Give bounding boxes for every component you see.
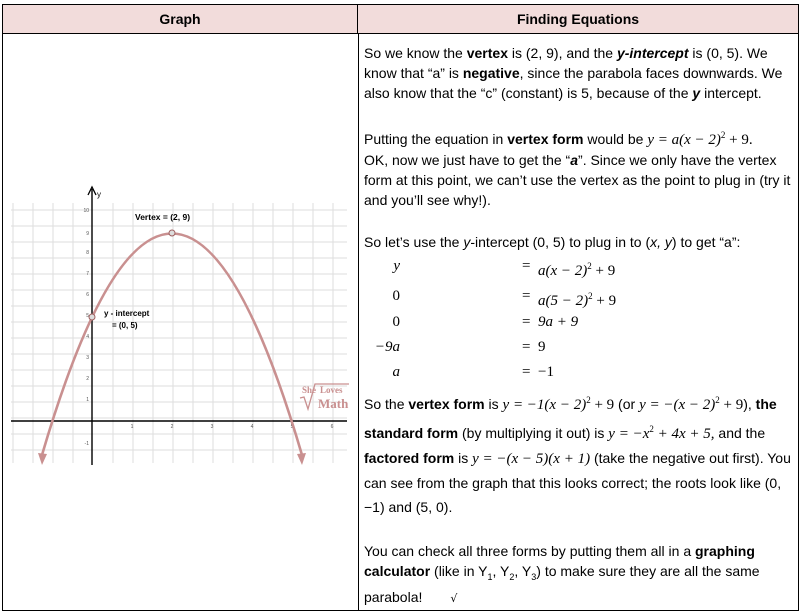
math-run: y = −(x − 2) <box>639 397 716 413</box>
y-tick-label: 2 <box>86 376 89 382</box>
intercept-label-line1: y - intercept <box>104 309 150 318</box>
text-run: (like in Y <box>430 563 488 579</box>
math-run: + 9 <box>719 397 744 413</box>
equals-sign: = <box>522 314 531 330</box>
term-vertex-form: vertex form <box>507 131 584 147</box>
term-y: y <box>463 234 471 250</box>
text-run: , since the parabola faces downwards. We also know that the “c” (constant) is 5, because of the <box>364 65 783 101</box>
term-standard-form: the standard form <box>364 396 777 441</box>
paragraph-forms <box>364 388 796 519</box>
logo-she: She <box>302 385 317 395</box>
term-xy: x, y <box>650 234 672 250</box>
equals-sign: = <box>522 288 531 304</box>
math-run: + 9. <box>725 132 753 148</box>
solving-steps <box>364 254 796 384</box>
paragraph-vertex-form <box>364 125 796 210</box>
math-run: + 4x + 5, <box>653 426 715 442</box>
text-run: is <box>454 450 473 466</box>
term-vertex-form: vertex form <box>408 396 485 412</box>
x-tick-labels <box>131 424 334 430</box>
y-axis-label: y <box>97 190 101 199</box>
factored-form-equation <box>472 451 590 467</box>
y-tick-label: 6 <box>86 292 89 298</box>
x-tick-label: 2 <box>170 424 174 430</box>
text-run: You can check all three forms by putting them all in a <box>364 543 695 559</box>
logo-math: Math <box>318 396 349 411</box>
math-run: a(x − 2) <box>538 263 588 279</box>
x-tick-label: 5 <box>290 424 294 430</box>
step-lhs: 0 <box>392 314 400 330</box>
term-y: y <box>692 85 701 101</box>
equals-sign: = <box>522 258 531 274</box>
term-vertex: vertex <box>466 45 508 61</box>
text-run: is (2, 9), and the <box>508 45 617 61</box>
x-tick-label: 4 <box>250 424 254 430</box>
y-intercept-point <box>89 314 95 320</box>
exponent: 2 <box>715 395 720 405</box>
text-run: (take the negative out first). You can see from the graph that this looks correct; the roots look like (0, −1) and (5, 0). <box>364 450 791 515</box>
grid-lines <box>11 203 347 463</box>
math-run: + 9 <box>592 293 617 309</box>
term-y-intercept: y-intercept <box>616 45 689 61</box>
y-tick-label: 10 <box>83 208 89 214</box>
equals-sign: = <box>522 339 531 355</box>
intercept-label-line2: = (0, 5) <box>112 321 138 330</box>
subscript: 1 <box>487 571 493 582</box>
equals-sign: = <box>522 364 531 380</box>
graph-column-header: Graph <box>3 5 358 34</box>
parabola-curve <box>42 234 302 456</box>
vertex-form-equation <box>647 132 752 148</box>
text-run: -intercept (0, 5) to plug in to ( <box>470 234 651 250</box>
text-run: OK, now we just have to get the “ <box>364 152 571 168</box>
math-run: y = −x <box>608 426 650 442</box>
math-run: −1 <box>538 364 554 380</box>
y-tick-label: 5 <box>86 313 89 319</box>
text-run: would be <box>583 131 648 147</box>
term-graphing-calculator: graphing calculator <box>364 543 755 579</box>
text-run: (by multiplying it out) is <box>458 425 609 441</box>
x-tick-label: 6 <box>330 424 334 430</box>
standard-form-equation <box>608 426 714 442</box>
text-run: is (0, 5). We know that “a” is <box>364 45 768 81</box>
text-run: ) to get “a”: <box>671 234 741 250</box>
parabola-graph <box>9 183 349 468</box>
exponent: 2 <box>720 130 726 140</box>
y-tick-label: 7 <box>86 271 89 277</box>
term-a: a <box>570 152 579 168</box>
exponent: 2 <box>588 291 593 301</box>
x-tick-label: 1 <box>130 424 134 430</box>
math-run: a(5 − 2) <box>538 293 589 309</box>
math-run: 9a + 9 <box>538 314 579 330</box>
step-lhs: y <box>393 258 400 274</box>
right-arrowhead <box>297 453 306 465</box>
y-tick-label: -1 <box>84 441 89 447</box>
step-lhs: 0 <box>392 288 400 304</box>
exponent: 2 <box>649 424 654 434</box>
text-run: Putting the equation in <box>364 131 508 147</box>
text-run: So we know the <box>364 45 467 61</box>
logo-loves: Loves <box>320 385 343 395</box>
vertex-form-alt <box>639 397 743 413</box>
text-run: ) to make sure they are all the same parabola! <box>364 563 760 605</box>
step-rhs <box>538 256 615 281</box>
exponent: 2 <box>586 395 591 405</box>
math-run: + 9 <box>591 263 616 279</box>
paragraph-plug-in <box>364 232 796 252</box>
text-run: , Y <box>514 563 532 579</box>
step-rhs <box>538 337 546 357</box>
step-rhs <box>538 362 554 382</box>
text-run: ), <box>743 396 756 412</box>
subscript: 2 <box>509 571 515 582</box>
math-run: + 9 <box>590 397 615 413</box>
y-tick-label: 9 <box>86 231 89 237</box>
vertex-form-answer <box>503 397 615 413</box>
explanation-text <box>364 43 796 609</box>
check-mark: √ <box>450 591 458 605</box>
text-run: So the <box>364 396 409 412</box>
equation-table <box>2 4 799 611</box>
paragraph-calculator <box>364 541 796 609</box>
step-lhs: −9a <box>374 339 400 355</box>
text-run: ”. Since we only have the vertex form at this point, we can’t use the vertex as the point to plug in (try it and you’ll see why!). <box>364 152 791 208</box>
math-run: y = −1(x − 2) <box>502 397 587 413</box>
step-rhs <box>538 312 578 332</box>
y-tick-label: 4 <box>86 334 89 340</box>
y-tick-label: 8 <box>86 250 89 256</box>
she-loves-math-logo <box>300 384 349 411</box>
left-arrowhead <box>38 453 47 465</box>
text-run: intercept. <box>700 85 762 101</box>
step-lhs: a <box>392 364 400 380</box>
vertex-point <box>169 230 175 236</box>
x-tick-label: 3 <box>210 424 214 430</box>
text-run: , Y <box>492 563 510 579</box>
y-tick-label: 3 <box>86 355 89 361</box>
equations-column-header: Finding Equations <box>358 5 798 34</box>
subscript: 3 <box>531 571 537 582</box>
text-run: is <box>484 396 503 412</box>
term-factored-form: factored form <box>364 450 455 466</box>
term-negative: negative <box>462 65 520 81</box>
y-tick-label: 1 <box>86 397 89 403</box>
math-run: y = a(x − 2) <box>647 132 721 148</box>
step-rhs <box>538 286 616 311</box>
paragraph-vertex-intercept <box>364 43 796 103</box>
exponent: 2 <box>587 261 592 271</box>
vertex-label: Vertex = (2, 9) <box>135 212 191 222</box>
text-run: (or <box>614 396 640 412</box>
math-run: y = −(x − 5)(x + 1) <box>472 451 591 467</box>
text-run: So let’s use the <box>364 234 464 250</box>
math-run: 9 <box>538 339 546 355</box>
text-run: and the <box>714 425 766 441</box>
